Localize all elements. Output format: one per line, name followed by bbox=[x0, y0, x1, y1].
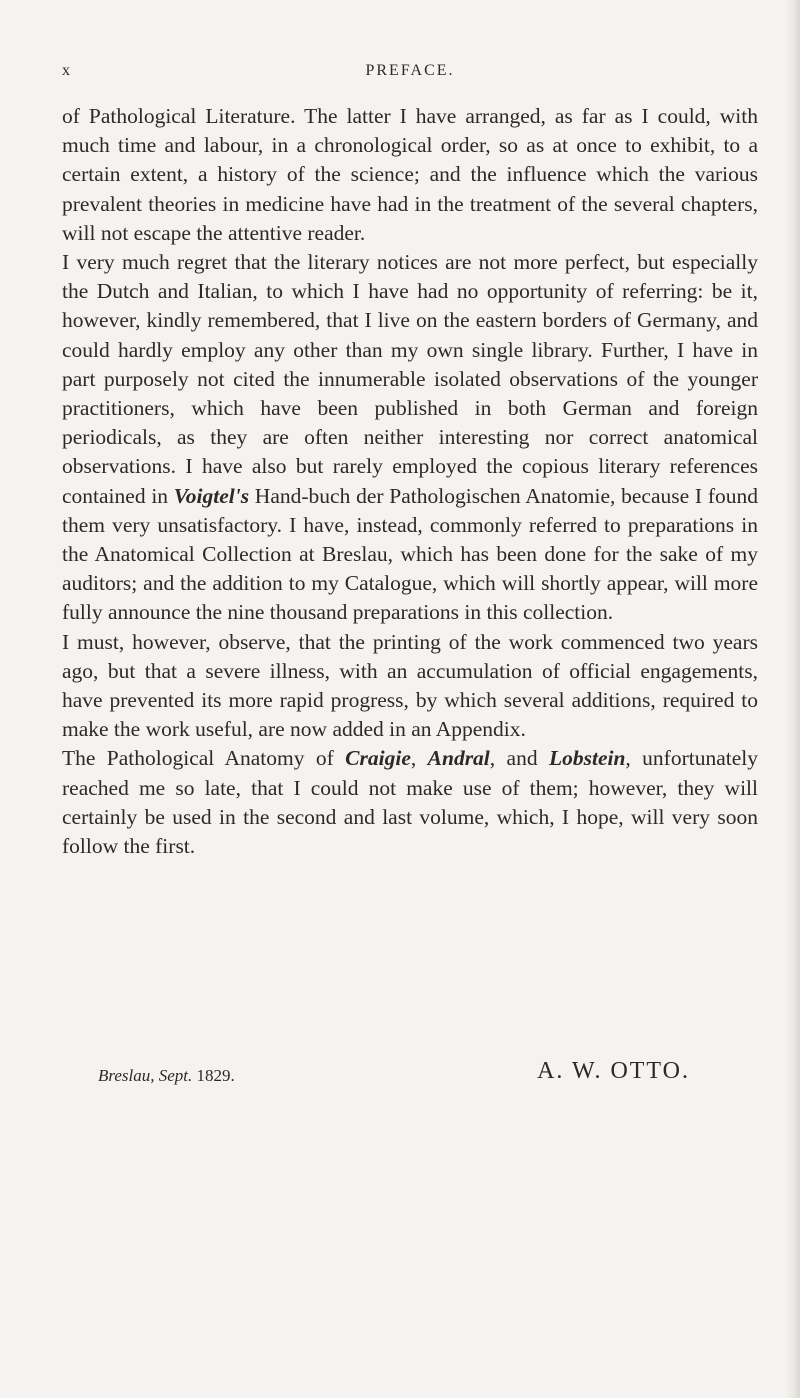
place-date bbox=[98, 1066, 235, 1086]
running-head bbox=[62, 62, 758, 88]
signature-year: 1829. bbox=[196, 1066, 235, 1085]
paragraph-text: I very much regret that the literary notices are not more perfect, but especially the Dutch and Italian, to which I have had no opportunity of referring: be it, however, kindly remembered, that I live on the eastern borders of Germany, and could hardly employ any other than my own single library. Further, I have in part purposely not cited the innumerable isolated observations of the younger practitioners, which have been published in both German and foreign periodicals, as they are often neither interesting nor correct anatomical observations. I have also but rarely employed the copious literary references contained in bbox=[62, 250, 758, 508]
author-signature: A. W. OTTO. bbox=[537, 1058, 690, 1084]
author-name-craigie: Craigie bbox=[345, 746, 411, 771]
page-title: PREFACE. bbox=[365, 62, 455, 79]
paragraph-text: , unfortunately reached me so late, that I could not make use of them; however, they will certainly be used in the second and last volume, which, I hope, will very soon follow the first. bbox=[62, 746, 759, 859]
paragraph-text: The Pathological Anatomy of bbox=[62, 746, 346, 771]
paragraph-3 bbox=[62, 628, 758, 745]
paragraph-1 bbox=[62, 102, 758, 248]
page-edge-shadow bbox=[786, 0, 800, 1398]
author-name-andral: Andral bbox=[427, 746, 490, 771]
author-name-lobstein: Lobstein bbox=[548, 746, 626, 771]
paragraph-2 bbox=[62, 248, 758, 628]
place-date-text: Breslau, Sept. bbox=[98, 1066, 193, 1085]
author-name-voigtel: Voigtel's bbox=[173, 483, 250, 508]
paragraph-text: , bbox=[410, 746, 428, 771]
paragraph-text: I must, however, observe, that the printing of the work commenced two years ago, but that a severe illness, with an accumulation of official engagements, have prevented its more rapid progress, by which several additions, required to make the work useful, are now added in an Appendix. bbox=[62, 629, 758, 742]
body-text bbox=[62, 102, 758, 861]
page-number: x bbox=[62, 62, 72, 79]
signature-block bbox=[62, 1058, 758, 1098]
paragraph-4 bbox=[62, 744, 758, 861]
paragraph-text: Hand-buch der Pathologischen Anatomie, because I found them very unsatisfactory. I have, instead, commonly referred to preparations in the Anatomical Collection at Breslau, which has been done for the sake of my auditors; and the addition to my Catalogue, which will shortly appear, will more fully announce the nine thousand preparations in this collection. bbox=[62, 483, 758, 625]
paragraph-text: of Pathological Literature. The latter I have arranged, as far as I could, with much time and labour, in a chronological order, so as at once to exhibit, to a certain extent, a history of the science; and the influence which the various prevalent theories in medicine have had in the treatment of the several chapters, will not escape the attentive reader. bbox=[62, 104, 758, 245]
paragraph-text: , and bbox=[489, 746, 549, 771]
